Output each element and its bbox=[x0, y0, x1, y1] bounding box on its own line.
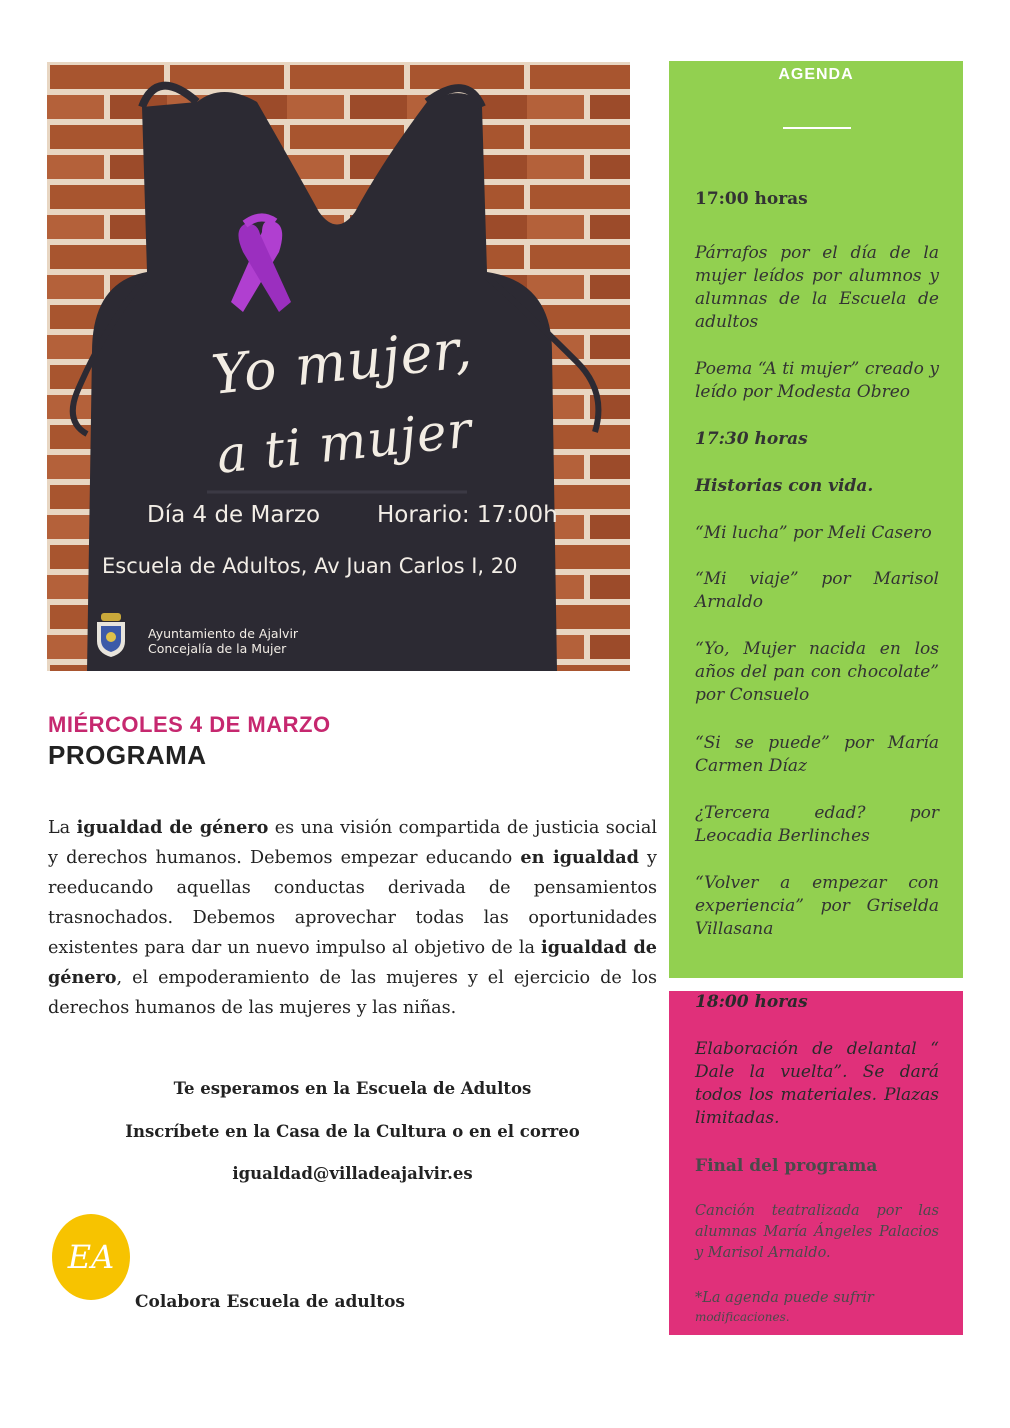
poster-title-line2: a ti mujer bbox=[213, 400, 475, 485]
agenda-item: Párrafos por el día de la mujer leídos por alumnos y alumnas de la Escuela de adultos bbox=[695, 243, 939, 332]
intro-text: La bbox=[48, 818, 77, 838]
poster-address: Escuela de Adultos, Av Juan Carlos I, 20 bbox=[102, 554, 518, 578]
intro-bold: igualdad de género bbox=[48, 937, 657, 988]
time-1730: 17:30 horas bbox=[695, 429, 808, 449]
agenda-divider bbox=[783, 127, 851, 129]
contact-email-link[interactable]: igualdad@villadeajalvir.es bbox=[232, 1164, 473, 1183]
agenda-item: Canción teatralizada por las alumnas María Ángeles Palacios y Marisol Arnaldo. bbox=[695, 1203, 939, 1261]
agenda-item: “Si se puede” por María Carmen Díaz bbox=[695, 733, 939, 776]
agenda-item: Elaboración de delantal “ Dale la vuelta”. Se dará todos los materiales. Plazas limitadas. bbox=[695, 1039, 939, 1128]
agenda-item: “Mi lucha” por Meli Casero bbox=[695, 523, 932, 543]
event-poster bbox=[47, 62, 630, 671]
disclaimer-line: *La agenda puede sufrir bbox=[695, 1290, 874, 1306]
intro-paragraph bbox=[48, 813, 657, 1023]
poster-org-line1: Ayuntamiento de Ajalvir bbox=[148, 626, 299, 641]
intro-bold: igualdad de género bbox=[76, 817, 269, 838]
cta-welcome: Te esperamos en la Escuela de Adultos bbox=[173, 1079, 532, 1098]
historias-heading: Historias con vida. bbox=[695, 476, 874, 496]
intro-bold: en igualdad bbox=[520, 847, 639, 868]
event-date-heading: MIÉRCOLES 4 DE MARZO bbox=[48, 712, 331, 737]
agenda-panel bbox=[669, 61, 963, 978]
intro-text: y reeducando aquellas conductas derivada de pensamientos trasnochados. Debemos aprovechar todas las oportunidades existentes para dar un nuevo impulso al objetivo de la bbox=[48, 848, 657, 958]
collaborator-credit: Colabora Escuela de adultos bbox=[135, 1292, 406, 1312]
final-heading: Final del programa bbox=[695, 1156, 878, 1176]
agenda-item: “Yo, Mujer nacida en los años del pan con chocolate” por Consuelo bbox=[695, 639, 939, 705]
town-crest-icon bbox=[95, 613, 127, 657]
agenda-item: “Volver a empezar con experiencia” por Griselda Villasana bbox=[695, 873, 939, 939]
agenda-title: AGENDA bbox=[778, 66, 854, 83]
disclaimer-line: modificaciones. bbox=[695, 1310, 790, 1324]
poster-title-line1: Yo mujer, bbox=[208, 316, 476, 407]
agenda-disclaimer bbox=[695, 1289, 939, 1327]
agenda-item: ¿Tercera edad? por Leocadia Berlinches bbox=[695, 803, 939, 846]
time-1800: 18:00 horas bbox=[695, 992, 808, 1012]
poster-org-line2: Concejalía de la Mujer bbox=[148, 641, 287, 656]
cta-signup: Inscríbete en la Casa de la Cultura o en el correo bbox=[125, 1122, 580, 1141]
agenda-item: “Mi viaje” por Marisol Arnaldo bbox=[695, 569, 939, 612]
agenda-panel-evening bbox=[669, 991, 963, 1335]
agenda-item: Poema “A ti mujer” creado y leído por Modesta Obreo bbox=[695, 359, 939, 402]
intro-text: , el empoderamiento de las mujeres y el ejercicio de los derechos humanos de las mujeres y las niñas. bbox=[48, 968, 657, 1018]
poster-hour: Horario: 17:00h bbox=[377, 502, 558, 528]
intro-text: es una visión compartida de justicia social y derechos humanos. Debemos empezar educando bbox=[48, 818, 657, 868]
escuela-adultos-logo: EA bbox=[52, 1214, 130, 1300]
program-heading: PROGRAMA bbox=[48, 740, 207, 770]
time-1700: 17:00 horas bbox=[695, 189, 808, 209]
poster-date: Día 4 de Marzo bbox=[147, 502, 321, 528]
